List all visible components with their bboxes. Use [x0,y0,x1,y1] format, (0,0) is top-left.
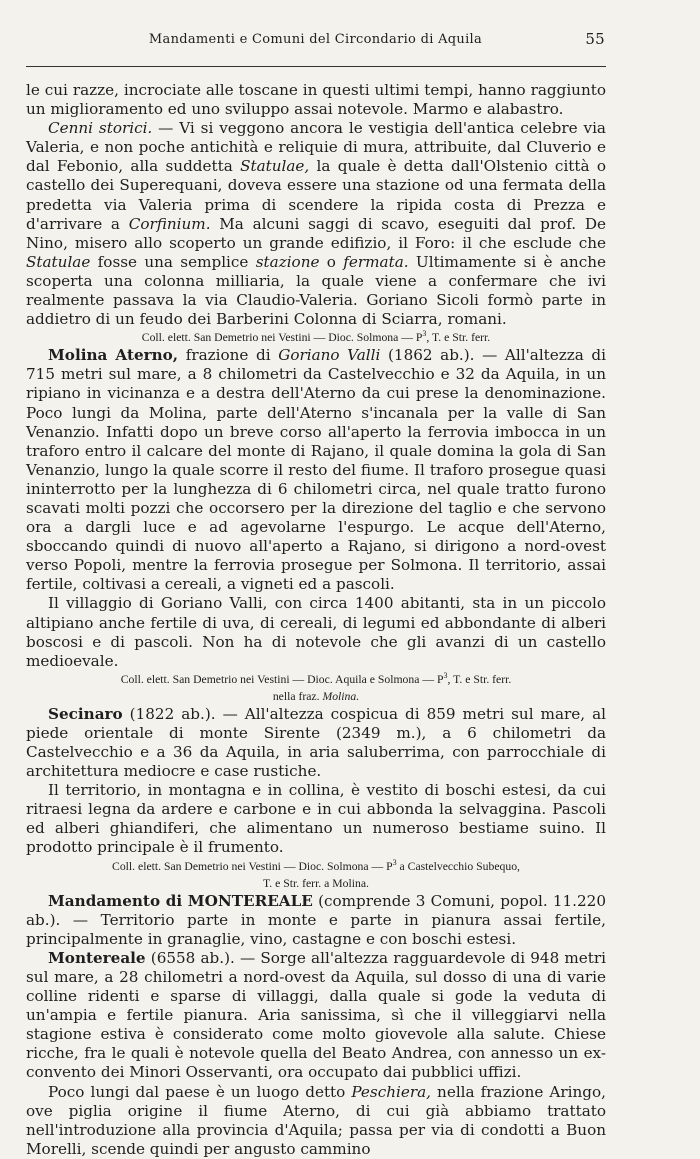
electoral-note: Coll. elett. San Demetrio nei Vestini — Dioc. Aquila e Solmona — $P^3$, T. e Str. ferr. nella fraz. Molina. [120,670,512,703]
page-number: 55 [585,30,605,48]
paragraph-cenni-storici: Cenni storici. — Vi si veggono ancora le vestigia dell'antica celebre via Valeria, e non poche antichità e reliquie di mura, attribuite, dal Cluverio e dal Febonio, alla suddetta Statulae, la quale è detta dall'Olstenio città o castello dei Superequani, doveva essere una stazione od una fermata della predetta via Valeria prima di scendere la ripida costa di Prezza e d'arrivare a Corfinium. Ma alcuni saggi di scavo, eseguiti dal prof. De Nino, misero allo scoperto un grande edifizio, il Foro: il che esclude che Statulae fosse una semplice stazione o fermata. Ultimamente si è anche scoperta una colonna milliaria, la quale viene a confermare che ivi realmente passava la via Claudio-Valeria. Goriano Sicoli formò parte in addietro di un feudo dei Barberini Colonna di Sciarra, romani. [26,119,607,329]
section-lead: Cenni storici. [48,119,153,138]
entry-heading: Mandamento di MONTEREALE [48,891,313,910]
entry-molina-aterno: Molina Aterno, frazione di Goriano Valli (1862 ab.). — All'altezza di 715 metri sul mare, a 8 chilometri da Castelvecchio e 32 da Aquila, in un ripiano in vicinanza e a destra dell'Aterno da cui prese la denominazione. Poco lungi da Molina, parte dell'Aterno s'incanala per la valle di San Venanzio. Infatti dopo un breve corso all'aperto la ferrovia imbocca in un traforo entro il calcare del monte di Rajano, il quale domina la gola di San Venanzio, lungo la quale scorre il resto del fiume. Il traforo prosegue quasi ininterrotto per la lunghezza di 6 chilometri circa, nel quale tratto furono scavati molti pozzi che occorsero per la direzione del taglio e che servono ora a dargli luce e ad agevolarne l'espurgo. Le acque dell'Aterno, sboccando quindi di nuovo all'aperto a Rajano, si dirigono a nord-ovest verso Popoli, mentre la ferrovia prosegue per Solmona. Il territorio, assai fertile, coltivasi a cereali, a vigneti ed a pascoli. [26,346,606,594]
running-title: Mandamenti e Comuni del Circondario di Aquila [148,32,483,47]
page-body [26,81,606,1159]
entry-heading: Secinaro [48,704,123,723]
entry-heading: Montereale [48,948,146,967]
header-rule [26,66,606,67]
running-header [26,30,605,54]
entry-heading: Molina Aterno, [48,346,179,365]
paragraph-continuation: le cui razze, incrociate alle toscane in questi ultimi tempi, hanno raggiunto un miglioramento ed uno sviluppo assai notevole. Marmo e alabastro. [26,81,606,119]
entry-mandamento-montereale: Mandamento di MONTEREALE (comprende 3 Comuni, popol. 11.220 ab.). — Territorio parte in monte e parte in pianura assai fertile, principalmente in granaglie, vino, castagne e con boschi estesi. [26,891,607,948]
paragraph-peschiera: Poco lungi dal paese è un luogo detto Peschiera, nella frazione Aringo, ove piglia origine il fiume Aterno, di cui già abbiamo trattato nell'introduzione alla provincia d'Aquila; passa per via di condotti a Buon Morelli, scende quindi per angusto cammino [26,1082,606,1158]
paragraph-goriano-valli: Il villaggio di Goriano Valli, con circa 1400 abitanti, sta in un piccolo altipiano anche fertile di uva, di cereali, di legumi ed abbondante di alberi boscosi e di pascoli. Non ha di notevole che gli avanzi di un castello medioevale. [26,594,606,670]
entry-secinaro: Secinaro (1822 ab.). — All'altezza cospicua di 859 metri sul mare, al piede orientale di monte Sirente (2349 m.), a 6 chilometri da Castelvecchio e a 36 da Aquila, in aria saluberrima, con parrocchiale di architettura mediocre e case rustiche. [26,704,606,781]
entry-montereale: Montereale (6558 ab.). — Sorge all'altezza ragguardevole di 948 metri sul mare, a 28 chilometri a nord-ovest da Aquila, sul dosso di una di varie colline ridenti e sparse di villaggi, dalla quale si gode la veduta di un'ampia e fertile pianura. Aria sanissima, sì che il villeggiarvi nella stagione estiva è considerato come molto giovevole alla salute. Chiese ricche, fra le quali è notevole quella del Beato Andrea, con annesso un ex-convento dei Minori Osservanti, ora occupato dai pubblici uffizi. [26,948,606,1082]
electoral-note: Coll. elett. San Demetrio nei Vestini — Dioc. Solmona — $P^3$ a Castelvecchio Subequo, T. e Str. ferr. a Molina. [112,857,520,890]
electoral-note: Coll. elett. San Demetrio nei Vestini — Dioc. Solmona — $P^3$, T. e Str. ferr. [141,329,491,345]
paragraph-territorio: Il territorio, in montagna e in collina, è vestito di boschi estesi, da cui ritraesi legna da ardere e carbone e in cui abbonda la selvaggina. Pascoli ed alberi ghiandiferi, che alimentano un numeroso bestiame suino. Il prodotto principale è il frumento. [26,781,606,857]
